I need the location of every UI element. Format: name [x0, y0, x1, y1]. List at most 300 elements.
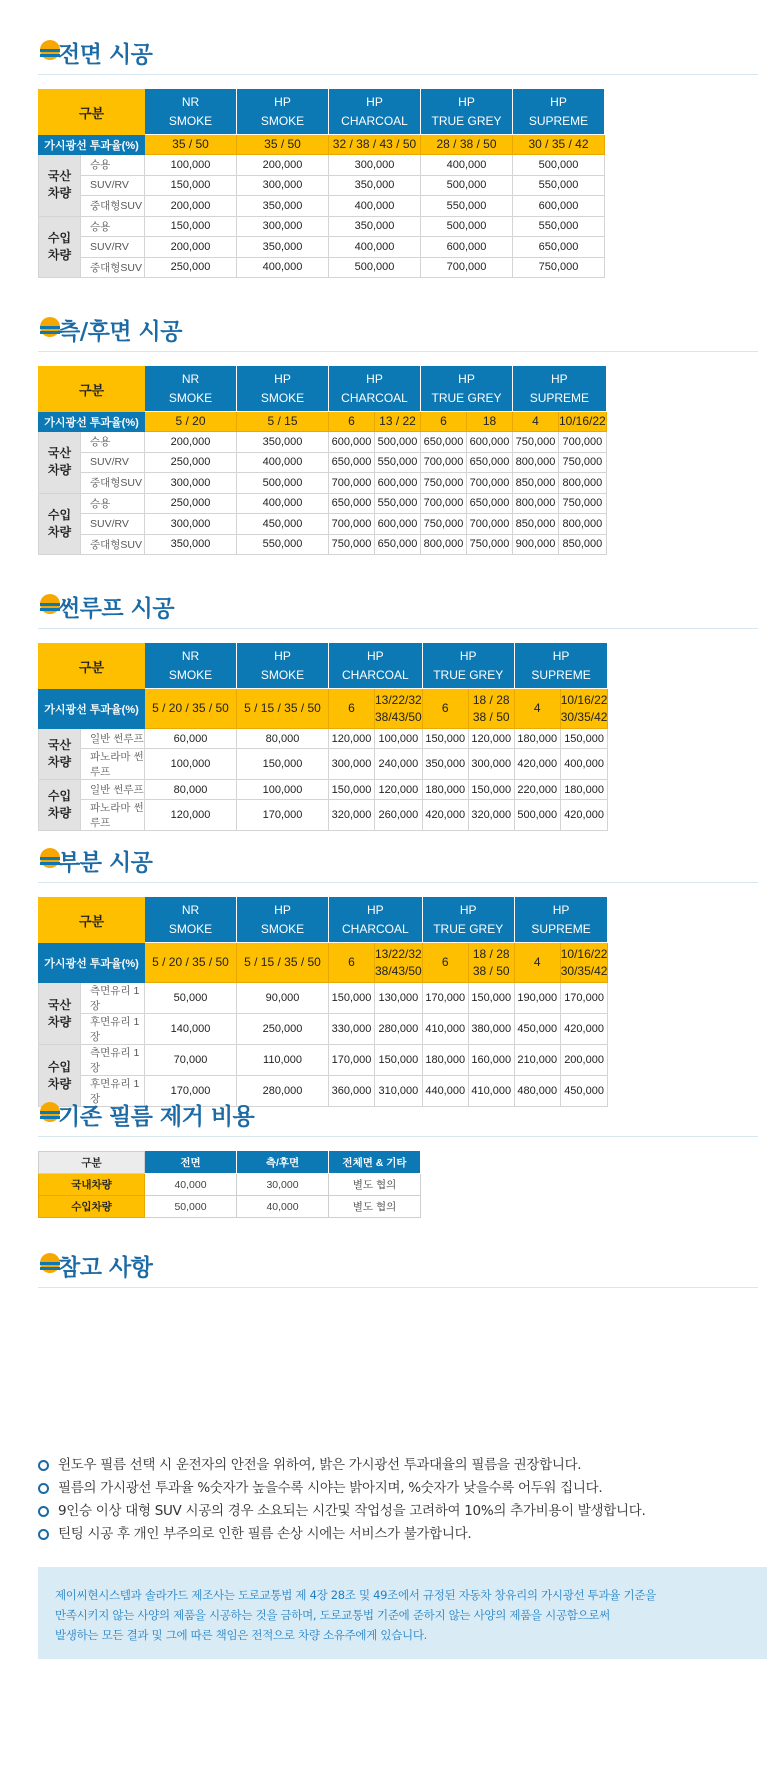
group-label	[39, 729, 81, 780]
price-cell: 420,000	[514, 749, 560, 780]
product-header	[329, 898, 423, 943]
transmittance-line: 13/22/32	[375, 946, 422, 961]
price-cell: 40,000	[237, 1196, 329, 1218]
price-cell: 650,000	[421, 432, 467, 453]
product-line: SMOKE	[260, 391, 305, 405]
price-cell: 150,000	[468, 780, 514, 800]
table-row	[39, 432, 607, 453]
price-cell: 200,000	[237, 155, 329, 176]
price-cell: 600,000	[329, 432, 375, 453]
price-cell: 750,000	[513, 257, 605, 278]
price-cell: 210,000	[514, 1045, 560, 1076]
note-text: 틴팅 시공 후 개인 부주의로 인한 필름 손상 시에는 서비스가 불가합니다.	[58, 1526, 472, 1542]
transmittance-value	[145, 689, 237, 729]
disclaimer-line: 제이씨현시스템과 솔라가드 제조사는 도로교통법 제 4장 28조 및 49조에서 규정된 자동차 창유리의 가시광선 투과율 기준을	[55, 1588, 656, 1602]
section-divider	[38, 74, 758, 75]
transmittance-line: 10/16/22	[560, 692, 608, 707]
product-line: HP	[367, 903, 384, 917]
group-label-line: 차량	[47, 755, 72, 769]
vehicle-type: SUV/RV	[81, 175, 145, 196]
row-label: 국내차량	[39, 1174, 145, 1196]
list-item	[38, 1501, 645, 1524]
price-cell: 180,000	[514, 729, 560, 749]
price-cell: 250,000	[237, 1014, 329, 1045]
transmittance-value: 5 / 15	[237, 412, 329, 432]
product-header	[237, 644, 329, 689]
header-cell: 측/후면	[237, 1152, 329, 1174]
price-cell: 300,000	[237, 216, 329, 237]
table-row	[39, 257, 605, 278]
list-item	[38, 1478, 645, 1501]
transmittance-row	[39, 412, 607, 432]
price-cell: 140,000	[145, 1014, 237, 1045]
product-line: NR	[181, 372, 200, 386]
transmittance-line: 4	[533, 701, 541, 715]
table-row	[39, 514, 607, 535]
group-label	[39, 216, 81, 278]
group-label-line: 국산	[47, 446, 72, 461]
price-cell: 150,000	[145, 175, 237, 196]
group-label-line: 차량	[47, 1014, 72, 1029]
price-cell: 410,000	[468, 1076, 514, 1107]
transmittance-row	[39, 135, 605, 155]
header-cell: 전면	[145, 1152, 237, 1174]
transmittance-line: 18 / 28	[472, 692, 510, 707]
transmittance-value	[237, 943, 329, 983]
price-cell: 300,000	[145, 514, 237, 535]
price-cell: 200,000	[145, 432, 237, 453]
table-row	[39, 196, 605, 217]
transmittance-line: 5 / 15 / 35 / 50	[244, 955, 321, 969]
note-text: 필름의 가시광선 투과율 %숫자가 높을수록 시야는 밝아지며, %숫자가 낮을수록 어두워 집니다.	[58, 1480, 603, 1496]
price-cell: 180,000	[422, 1045, 468, 1076]
note-text: 윈도우 필름 선택 시 운전자의 안전을 위하여, 밝은 가시광선 투과대율의 필름을 권장합니다.	[58, 1457, 582, 1473]
price-cell: 550,000	[375, 452, 421, 473]
price-cell: 700,000	[329, 514, 375, 535]
price-cell: 50,000	[145, 1196, 237, 1218]
price-cell: 320,000	[329, 800, 375, 831]
price-cell: 600,000	[375, 514, 421, 535]
sunroof-price-table	[38, 643, 608, 831]
group-label	[39, 780, 81, 831]
group-label-line: 차량	[47, 524, 72, 539]
group-label-line: 국산	[47, 169, 72, 184]
transmittance-value	[560, 689, 608, 729]
vehicle-type: 파노라마 썬루프	[81, 800, 145, 831]
product-line: HP	[459, 903, 477, 917]
price-cell: 650,000	[329, 493, 375, 514]
price-cell: 550,000	[421, 196, 513, 217]
table-row	[39, 1196, 421, 1218]
price-cell: 50,000	[145, 983, 237, 1014]
product-line: HP	[274, 95, 291, 109]
price-cell: 800,000	[559, 514, 607, 535]
product-line: SMOKE	[168, 922, 213, 936]
price-cell: 350,000	[145, 534, 237, 555]
product-line: CHARCOAL	[341, 114, 408, 128]
transmittance-line: 30/35/42	[560, 709, 608, 724]
price-cell: 60,000	[145, 729, 237, 749]
vehicle-type: 승용	[81, 432, 145, 453]
vehicle-type: SUV/RV	[81, 452, 145, 473]
price-cell: 800,000	[559, 473, 607, 494]
price-cell: 350,000	[422, 749, 468, 780]
price-cell: 500,000	[421, 175, 513, 196]
transmittance-line: 6	[348, 955, 355, 969]
price-cell: 450,000	[237, 514, 329, 535]
price-cell: 40,000	[145, 1174, 237, 1196]
table-row	[39, 749, 608, 780]
price-cell: 800,000	[513, 452, 559, 473]
price-cell: 650,000	[513, 237, 605, 258]
price-cell: 500,000	[421, 216, 513, 237]
disclaimer-box	[38, 1567, 767, 1659]
transmittance-value	[375, 943, 423, 983]
group-label-line: 수입	[47, 1059, 72, 1074]
transmittance-row	[39, 689, 608, 729]
transmittance-value: 4	[513, 412, 559, 432]
product-line: SMOKE	[260, 114, 305, 128]
group-label-line: 국산	[47, 997, 72, 1012]
price-cell: 400,000	[329, 237, 421, 258]
header-gubun: 구분	[39, 644, 145, 689]
price-cell: 750,000	[513, 432, 559, 453]
vehicle-type: 일반 썬루프	[81, 780, 145, 800]
price-cell: 200,000	[145, 237, 237, 258]
product-line: TRUE GREY	[431, 391, 502, 405]
note-text: 9인승 이상 대형 SUV 시공의 경우 소요되는 시간및 작업성을 고려하여 10%의 추가비용이 발생합니다.	[58, 1503, 646, 1519]
transmittance-value	[375, 689, 423, 729]
section-title-text: 참고 사항	[58, 1255, 153, 1281]
transmittance-line: 38 / 50	[472, 709, 510, 724]
section-divider	[38, 1287, 758, 1288]
section-title-text: 썬루프 시공	[58, 596, 175, 622]
price-cell: 400,000	[237, 493, 329, 514]
price-cell: 850,000	[513, 473, 559, 494]
section-divider	[38, 351, 758, 352]
price-cell: 700,000	[421, 493, 467, 514]
product-header	[514, 898, 608, 943]
price-cell: 550,000	[375, 493, 421, 514]
price-cell: 100,000	[375, 729, 423, 749]
price-cell: 170,000	[145, 1076, 237, 1107]
product-line: SMOKE	[260, 668, 305, 682]
price-cell: 250,000	[145, 257, 237, 278]
group-label	[39, 983, 81, 1045]
price-cell: 300,000	[468, 749, 514, 780]
ring-bullet-icon	[38, 1529, 49, 1540]
table-row	[39, 473, 607, 494]
price-cell: 150,000	[422, 729, 468, 749]
product-line: SUPREME	[531, 922, 591, 936]
transmittance-value: 32 / 38 / 43 / 50	[329, 135, 421, 155]
price-cell: 170,000	[422, 983, 468, 1014]
group-label-line: 수입	[47, 230, 72, 245]
price-cell: 80,000	[145, 780, 237, 800]
price-cell: 별도 협의	[329, 1196, 421, 1218]
transmittance-line: 5 / 20 / 35 / 50	[152, 701, 229, 715]
product-line: SUPREME	[531, 668, 591, 682]
price-cell: 190,000	[514, 983, 560, 1014]
price-cell: 650,000	[375, 534, 421, 555]
transmittance-value	[468, 943, 514, 983]
transmittance-value: 18	[467, 412, 513, 432]
transmittance-value	[514, 943, 560, 983]
price-cell: 180,000	[560, 780, 608, 800]
price-cell: 500,000	[375, 432, 421, 453]
side-price-table	[38, 366, 607, 555]
section-title-text: 전면 시공	[58, 42, 153, 68]
price-cell: 550,000	[237, 534, 329, 555]
price-cell: 250,000	[145, 493, 237, 514]
price-cell: 450,000	[514, 1014, 560, 1045]
section-divider	[38, 882, 758, 883]
transmittance-line: 5 / 20 / 35 / 50	[152, 955, 229, 969]
price-cell: 300,000	[145, 473, 237, 494]
price-cell: 170,000	[237, 800, 329, 831]
product-line: HP	[274, 372, 291, 386]
price-cell: 400,000	[237, 257, 329, 278]
price-cell: 700,000	[467, 473, 513, 494]
price-cell: 170,000	[329, 1045, 375, 1076]
partial-price-table	[38, 897, 608, 1107]
vehicle-type: 중대형SUV	[81, 534, 145, 555]
price-cell: 30,000	[237, 1174, 329, 1196]
group-label-line: 차량	[47, 247, 72, 262]
price-cell: 330,000	[329, 1014, 375, 1045]
price-cell: 180,000	[422, 780, 468, 800]
price-cell: 750,000	[559, 493, 607, 514]
vehicle-type: 후면유리 1장	[81, 1014, 145, 1045]
table-row	[39, 493, 607, 514]
product-line: HP	[552, 649, 570, 663]
product-line: HP	[550, 95, 567, 109]
transmittance-label: 가시광선 투과율(%)	[39, 412, 145, 432]
price-cell: 150,000	[560, 729, 608, 749]
section-title-front	[38, 34, 758, 74]
price-cell: 650,000	[329, 452, 375, 473]
price-cell: 150,000	[468, 983, 514, 1014]
transmittance-value	[514, 689, 560, 729]
table-row	[39, 175, 605, 196]
table-row	[39, 155, 605, 176]
price-cell: 120,000	[145, 800, 237, 831]
product-line: HP	[366, 372, 383, 386]
product-line: SMOKE	[260, 922, 305, 936]
vehicle-type: 중대형SUV	[81, 196, 145, 217]
price-cell: 150,000	[375, 1045, 423, 1076]
vehicle-type: 승용	[81, 155, 145, 176]
price-cell: 80,000	[237, 729, 329, 749]
price-cell: 800,000	[513, 493, 559, 514]
product-line: TRUE GREY	[433, 668, 504, 682]
section-divider	[38, 628, 758, 629]
price-cell: 400,000	[421, 155, 513, 176]
table-row	[39, 1174, 421, 1196]
product-line: CHARCOAL	[342, 668, 409, 682]
price-cell: 220,000	[514, 780, 560, 800]
table-row	[39, 1014, 608, 1045]
product-line: SMOKE	[168, 391, 213, 405]
transmittance-line: 5 / 15 / 35 / 50	[244, 701, 321, 715]
transmittance-line: 4	[533, 955, 541, 969]
group-label	[39, 493, 81, 555]
vehicle-type: 승용	[81, 216, 145, 237]
section-title-text: 기존 필름 제거 비용	[58, 1104, 255, 1130]
transmittance-line: 38 / 50	[472, 963, 510, 978]
vehicle-type: 중대형SUV	[81, 473, 145, 494]
product-header	[422, 898, 514, 943]
header-gubun: 구분	[39, 90, 145, 135]
price-cell: 300,000	[237, 175, 329, 196]
product-header	[237, 898, 329, 943]
transmittance-value: 13 / 22	[375, 412, 421, 432]
price-cell: 120,000	[329, 729, 375, 749]
product-header	[237, 367, 329, 412]
price-cell: 750,000	[467, 534, 513, 555]
price-cell: 150,000	[329, 983, 375, 1014]
vehicle-type: 파노라마 썬루프	[81, 749, 145, 780]
price-cell: 700,000	[421, 257, 513, 278]
header-gubun: 구분	[39, 367, 145, 412]
transmittance-value: 6	[421, 412, 467, 432]
price-cell: 350,000	[237, 432, 329, 453]
ring-bullet-icon	[38, 1483, 49, 1494]
vehicle-type: SUV/RV	[81, 514, 145, 535]
product-header	[513, 367, 607, 412]
transmittance-value	[145, 943, 237, 983]
transmittance-value	[329, 943, 375, 983]
price-cell: 120,000	[468, 729, 514, 749]
price-cell: 800,000	[421, 534, 467, 555]
price-cell: 70,000	[145, 1045, 237, 1076]
table-row	[39, 1045, 608, 1076]
price-cell: 400,000	[560, 749, 608, 780]
price-cell: 300,000	[329, 155, 421, 176]
product-header	[145, 367, 237, 412]
header-gubun: 구분	[39, 898, 145, 943]
product-line: NR	[181, 649, 200, 663]
price-cell: 350,000	[237, 196, 329, 217]
transmittance-value: 6	[329, 412, 375, 432]
transmittance-value	[422, 689, 468, 729]
price-cell: 120,000	[375, 780, 423, 800]
transmittance-value	[329, 689, 375, 729]
transmittance-line: 6	[348, 701, 355, 715]
group-label-line: 국산	[47, 738, 72, 752]
price-cell: 90,000	[237, 983, 329, 1014]
price-cell: 600,000	[421, 237, 513, 258]
transmittance-value	[468, 689, 514, 729]
table-row	[39, 534, 607, 555]
vehicle-type: 후면유리 1장	[81, 1076, 145, 1107]
product-header	[513, 90, 605, 135]
product-line: HP	[274, 649, 291, 663]
group-label-line: 차량	[47, 1076, 72, 1091]
table-header-row	[39, 367, 607, 412]
transmittance-value: 35 / 50	[145, 135, 237, 155]
price-cell: 360,000	[329, 1076, 375, 1107]
price-cell: 310,000	[375, 1076, 423, 1107]
price-cell: 750,000	[421, 473, 467, 494]
group-label	[39, 155, 81, 217]
price-cell: 200,000	[145, 196, 237, 217]
price-cell: 400,000	[237, 452, 329, 473]
transmittance-value: 5 / 20	[145, 412, 237, 432]
price-cell: 700,000	[467, 514, 513, 535]
group-label-line: 차량	[47, 806, 72, 820]
table-row	[39, 729, 608, 749]
product-header	[421, 367, 513, 412]
price-cell: 380,000	[468, 1014, 514, 1045]
price-cell: 170,000	[560, 983, 608, 1014]
price-cell: 200,000	[560, 1045, 608, 1076]
price-cell: 750,000	[329, 534, 375, 555]
price-cell: 480,000	[514, 1076, 560, 1107]
price-cell: 320,000	[468, 800, 514, 831]
notes-list	[38, 1455, 645, 1547]
price-cell: 600,000	[513, 196, 605, 217]
price-cell: 100,000	[237, 780, 329, 800]
product-line: HP	[552, 903, 570, 917]
price-cell: 350,000	[329, 216, 421, 237]
price-cell: 650,000	[467, 452, 513, 473]
vehicle-type: SUV/RV	[81, 237, 145, 258]
product-line: NR	[181, 903, 200, 917]
product-line: SMOKE	[168, 668, 213, 682]
group-label-line: 차량	[47, 463, 72, 478]
product-header	[329, 367, 421, 412]
price-cell: 600,000	[467, 432, 513, 453]
disclaimer-line: 발생하는 모든 결과 및 그에 따른 책임은 전적으로 차량 소유주에게 있습니다.	[55, 1628, 427, 1642]
product-line: CHARCOAL	[342, 922, 409, 936]
price-cell: 410,000	[422, 1014, 468, 1045]
product-line: HP	[459, 649, 477, 663]
transmittance-row	[39, 943, 608, 983]
vehicle-type: 승용	[81, 493, 145, 514]
transmittance-value: 10/16/22	[559, 412, 607, 432]
product-header	[329, 90, 421, 135]
price-cell: 240,000	[375, 749, 423, 780]
product-line: HP	[458, 95, 475, 109]
price-cell: 250,000	[145, 452, 237, 473]
price-cell: 280,000	[237, 1076, 329, 1107]
price-cell: 450,000	[560, 1076, 608, 1107]
price-cell: 110,000	[237, 1045, 329, 1076]
product-line: SMOKE	[168, 114, 213, 128]
price-cell: 420,000	[560, 1014, 608, 1045]
price-cell: 160,000	[468, 1045, 514, 1076]
section-title-sunroof	[38, 588, 758, 628]
header-cell: 전체면 & 기타	[329, 1152, 421, 1174]
vehicle-type: 중대형SUV	[81, 257, 145, 278]
group-label-line: 수입	[47, 507, 72, 522]
table-header-row	[39, 1152, 421, 1174]
price-cell: 350,000	[329, 175, 421, 196]
row-label: 수입차량	[39, 1196, 145, 1218]
disclaimer-line: 만족시키지 않는 사양의 제품을 시공하는 것을 금하며, 도로교통법 기준에 준하지 않는 사양의 제품을 시공함으로써	[55, 1608, 610, 1622]
header-cell: 구분	[39, 1152, 145, 1174]
group-label-line: 수입	[47, 789, 72, 803]
price-cell: 300,000	[329, 749, 375, 780]
removal-price-table	[38, 1151, 421, 1218]
price-cell: 350,000	[237, 237, 329, 258]
product-header	[145, 644, 237, 689]
transmittance-label: 가시광선 투과율(%)	[39, 943, 145, 983]
transmittance-value: 30 / 35 / 42	[513, 135, 605, 155]
product-header	[421, 90, 513, 135]
front-price-table	[38, 89, 605, 278]
